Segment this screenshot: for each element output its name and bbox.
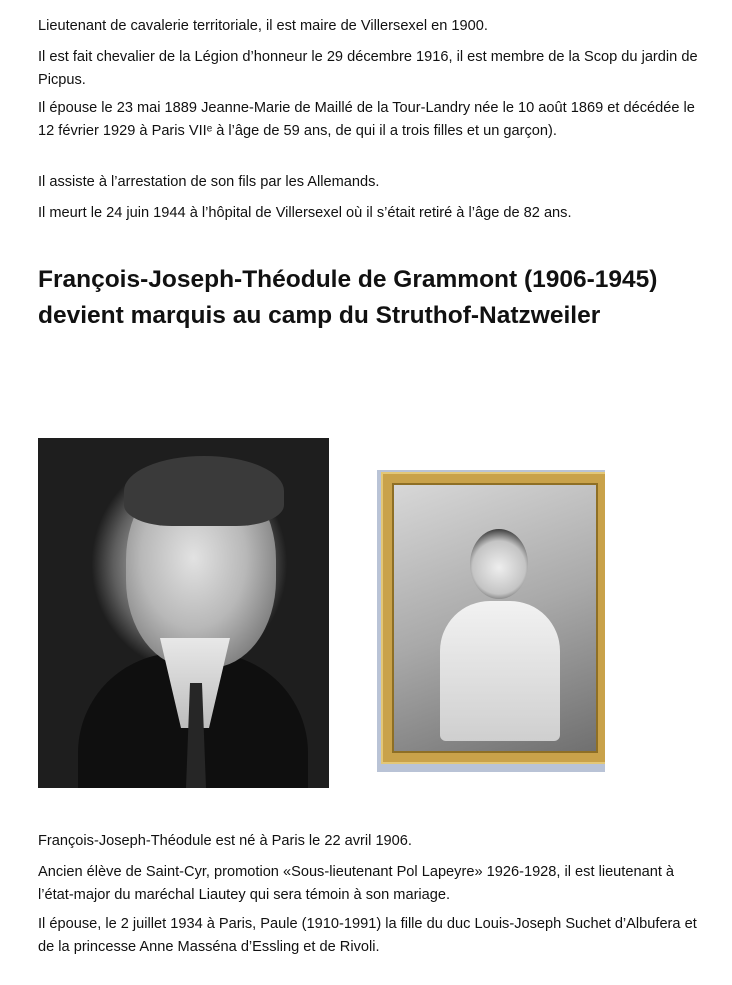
paragraph: Lieutenant de cavalerie territoriale, il est maire de Villersexel en 1900.	[38, 18, 488, 34]
paragraph: François-Joseph-Théodule est né à Paris le 22 avril 1906.	[38, 833, 412, 849]
gold-frame	[383, 474, 605, 762]
paragraph: Ancien élève de Saint-Cyr, promotion «Sous-lieutenant Pol Lapeyre» 1926-1928, il est lieutenant à l’état-major du maréchal Liautey qui sera témoin à son mariage.	[38, 864, 675, 903]
paragraph: Il meurt le 24 juin 1944 à l’hôpital de Villersexel où il s’était retiré à l’âge de 82 ans.	[38, 205, 572, 221]
photo-detail	[470, 529, 528, 599]
portrait-photo-man	[38, 438, 329, 788]
framed-portrait-photo-woman	[377, 470, 605, 772]
section-heading: François-Joseph-Théodule de Grammont (1906-1945) devient marquis au camp du Struthof-Natzweiler	[38, 266, 658, 329]
paragraph: Il assiste à l’arrestation de son fils par les Allemands.	[38, 174, 380, 190]
paragraph: Il épouse, le 2 juillet 1934 à Paris, Paule (1910-1991) la fille du duc Louis-Joseph Suchet d’Albufera et de la princesse Anne Masséna d’Essling et de Rivoli.	[38, 916, 697, 955]
paragraph: Il est fait chevalier de la Légion d’honneur le 29 décembre 1916, il est membre de la Scop du jardin de Picpus.	[38, 49, 698, 88]
photo-detail	[440, 601, 560, 741]
photo-detail	[124, 456, 284, 526]
paragraph: Il épouse le 23 mai 1889 Jeanne-Marie de Maillé de la Tour-Landry née le 10 août 1869 et décédée le 12 février 1929 à Paris VIIᵉ à l’âge de 59 ans, de qui il a trois filles et un garçon).	[38, 100, 695, 139]
